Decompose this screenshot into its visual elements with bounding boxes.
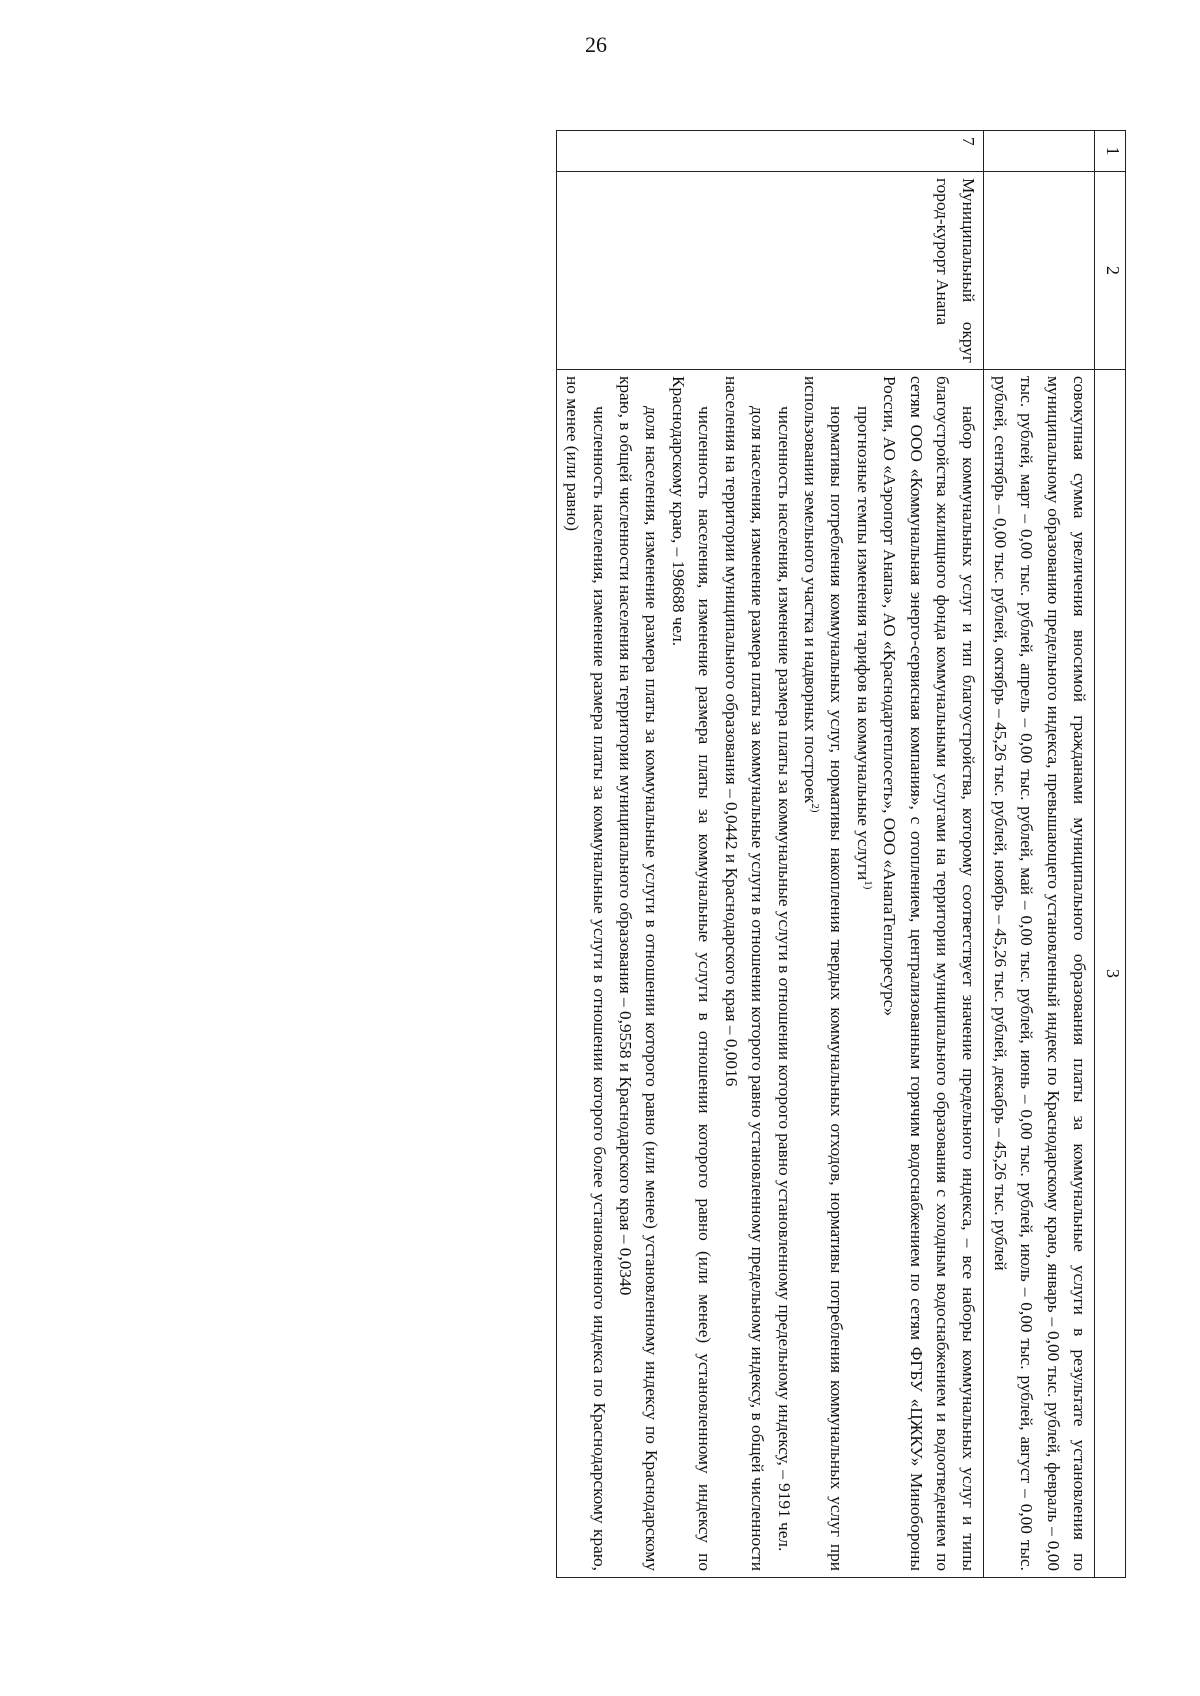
cell-description [556, 370, 984, 1578]
paragraph: численность населения, изменение размера платы за коммунальные услуги в отношении которого равно (или менее) установленному индексу по Краснодарскому краю, – 198688 чел. [668, 376, 715, 1571]
continued-text: совокупная сумма увеличения вносимой гражданами муниципального образования платы за коммунальные услуги в результате установления по муниципальному образованию предельного индекса, превышающего установленный индекс по Краснодарскому краю, январь – 0,00 тыс. рублей, февраль – 0,00 тыс. рублей, март – 0,00 тыс. рублей, апрель – 0,00 тыс. рублей, май – 0,00 тыс. рублей, июнь – 0,00 тыс. рублей, июль – 0,00 тыс. рублей, август – 0,00 тыс. рублей, сентябрь – 0,00 тыс. рублей, октябрь – 45,26 тыс. рублей, ноябрь – 45,26 тыс. рублей, декабрь – 45,26 тыс. рублей [990, 376, 1089, 1571]
footnote-ref: 2) [808, 803, 821, 813]
paragraph-text: нормативы потребления коммунальных услуг, нормативы накопления твердых коммунальных отходов, нормативы потребления коммунальных услуг при использовании земельного участка и надворных построек [800, 376, 847, 1571]
header-col-3: 3 [1095, 370, 1126, 1578]
table-row [556, 131, 984, 1578]
paragraph: численность населения, изменение размера платы за коммунальные услуги в отношении которого более установленного индекса по Краснодарскому краю, но менее (или равно) [563, 376, 609, 1571]
paragraph-text: прогнозные темпы изменения тарифов на коммунальные услуги [853, 406, 873, 881]
footnote-ref: 1) [861, 880, 874, 890]
cell-num [984, 131, 1095, 172]
page-number: 26 [585, 32, 607, 57]
cell-num: 7 [556, 131, 984, 172]
rotated-table-wrapper [194, 130, 1126, 1578]
table-row [984, 131, 1095, 1578]
table-header-row [1095, 131, 1126, 1578]
cell-municipality [984, 172, 1095, 370]
header-col-1: 1 [1095, 131, 1126, 172]
data-table [556, 130, 1126, 1578]
header-col-2: 2 [1095, 172, 1126, 370]
cell-municipality: Муниципальный округ город-курорт Анапа [556, 172, 984, 370]
paragraph: доля населения, изменение размера платы за коммунальные услуги в отношении которого равно (или менее) установленному индексу по Краснодарскому краю, в общей численности населения на территории муниципального образования – 0,9558 и Краснодарского края – 0,0340 [616, 376, 662, 1571]
paragraph [849, 376, 875, 1571]
paragraph: численность населения, изменение размера платы за коммунальные услуги в отношении которого равно установленному предельному индексу, – 9191 чел. [774, 406, 794, 1552]
paragraph: доля населения, изменение размера платы за коммунальные услуги в отношении которого равно установленному предельному индексу, в общей численности населения на территории муниципального образования – 0,0442 и Краснодарского края – 0,0016 [721, 376, 768, 1571]
cell-description [984, 370, 1095, 1578]
paragraph [797, 376, 850, 1571]
paragraph: набор коммунальных услуг и тип благоустройства, которому соответствует значение предельного индекса, – все наборы коммунальных услуг и типы благоустройства жилищного фонда коммунальными услугами на территории муниципального образования с холодным водоснабжением и водоотведением по сетям ООО «Коммунальная энерго-сервисная компания», с отоплением, централизованным горячим водоснабжением по сетям ФГБУ «ЦЖКУ» Минобороны России, АО «Аэропорт Анапа», АО «Краснодартеплосеть», ООО «АнапаТеплоресурс» [880, 376, 979, 1571]
